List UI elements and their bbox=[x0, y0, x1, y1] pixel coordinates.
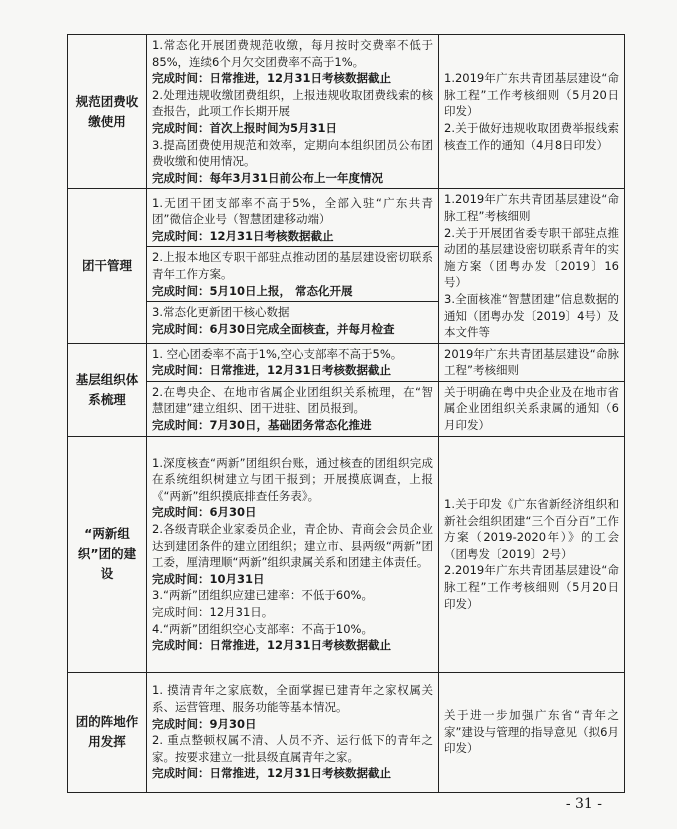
task-cell bbox=[147, 189, 439, 343]
table-row bbox=[68, 189, 625, 343]
completion-time: 完成时间：7月30日，基础团务常态化推进 bbox=[152, 418, 372, 433]
reference-item: 1.关于印发《广东省新经济组织和新社会组织团建“三个百分百”工作方案（2019-2020年）》的工会（团粤发〔2019〕2号） bbox=[444, 497, 619, 561]
reference-item: 2.关于做好违规收取团费举报线索核查工作的通知（4月8日印发） bbox=[444, 120, 619, 152]
reference-item: 1.2019年广东共青团基层建设“命脉工程”工作考核细则（5月20日印发） bbox=[444, 71, 619, 119]
table-row bbox=[68, 35, 625, 189]
completion-time: 完成时间：12月31日。 bbox=[152, 604, 274, 619]
table-row bbox=[68, 436, 625, 672]
category-cell: 基层组织体系梳理 bbox=[68, 343, 147, 436]
task-description: 1. 空心团委率不高于1%,空心支部率不高于5%。 bbox=[152, 346, 403, 361]
category-cell: 团的阵地作用发挥 bbox=[68, 672, 147, 792]
task-cell bbox=[147, 343, 439, 436]
task-description: 2. 重点整顿权属不清、人员不齐、运行低下的青年之家。按要求建立一批县级直属青年之家。 bbox=[152, 733, 433, 764]
task-description: 4.“两新”团组织空心支部率：不高于10%。 bbox=[152, 621, 373, 636]
completion-time: 完成时间：6月30日完成全面核查，并每月检查 bbox=[152, 321, 395, 336]
completion-time: 完成时间：10月31日 bbox=[152, 571, 265, 586]
completion-time: 完成时间：9月30日 bbox=[152, 716, 257, 731]
reference-item: 2.关于开展团省委专职干部驻点推动团的基层建设密切联系青年的实施方案（团粤办发〔2019〕16号） bbox=[444, 225, 619, 290]
task-description: 2.处理违规收缴团费组织，上报违规收取团费线索的核查报告，此项工作长期开展 bbox=[152, 87, 433, 119]
task-description: 1. 摸清青年之家底数，全面掌握已建青年之家权属关系、运营管理、服务功能等基本情况。 bbox=[152, 683, 433, 714]
reference-item: 3.全面核准“智慧团建”信息数据的通知（团粤办发〔2019〕4号）及本文件等 bbox=[444, 291, 619, 340]
reference-item: 2.2019年广东共青团基层建设“命脉工程”工作考核细则（5月20日印发） bbox=[444, 563, 619, 611]
reference-cell bbox=[439, 35, 625, 189]
task-description: 2.上报本地区专职干部驻点推动团的基层建设密切联系青年工作方案。 bbox=[152, 250, 433, 282]
reference-cell bbox=[439, 189, 625, 343]
completion-time: 完成时间：5月10日上报， 常态化开展 bbox=[152, 283, 353, 298]
completion-time: 完成时间：6月30日 bbox=[152, 505, 257, 520]
completion-time: 完成时间：日常推进，12月31日考核数据截止 bbox=[152, 363, 392, 378]
completion-time: 完成时间：每年3月31日前公布上一年度情况 bbox=[152, 170, 384, 185]
task-description: 3.“两新”团组织应建已建率：不低于60%。 bbox=[152, 588, 373, 603]
category-cell: 规范团费收缴使用 bbox=[68, 35, 147, 189]
page-number: - 31 - bbox=[565, 796, 602, 812]
reference-item: 1.2019年广东共青团基层建设“命脉工程”考核细则 bbox=[444, 192, 619, 223]
task-description: 3.常态化更新团干核心数据 bbox=[152, 305, 290, 320]
table-row bbox=[68, 343, 625, 436]
work-plan-table bbox=[67, 34, 625, 793]
table-row bbox=[68, 672, 625, 792]
task-description: 2.各级青联企业家委员企业，青企协、青商会会员企业达到建团条件的建立团组织；建立市、县两级“两新”团工委，厘清理顺“两新”组织隶属关系和团建主体责任。 bbox=[152, 521, 433, 570]
completion-time: 完成时间：12月31日考核数据截止 bbox=[152, 228, 334, 243]
task-description: 1.无团干团支部率不高于5%，全部入驻“广东共青团”微信企业号（智慧团建移动端） bbox=[152, 195, 433, 227]
reference-cell bbox=[439, 672, 625, 792]
task-cell bbox=[147, 436, 439, 672]
reference-cell bbox=[439, 343, 625, 436]
category-cell: 团干管理 bbox=[68, 189, 147, 343]
category-cell: “两新组织”团的建设 bbox=[68, 436, 147, 672]
task-description: 1.深度核查“两新”团组织台账，通过核查的团组织完成在系统组织树建立与团干报到；开展摸底调查，上报《“两新”组织摸底排查任务表》。 bbox=[152, 455, 433, 503]
task-description: 2.在粤央企、在地市省属企业团组织关系梳理，在“智慧团建”建立组织、团干进驻、团员报到。 bbox=[152, 384, 433, 416]
task-cell bbox=[147, 35, 439, 189]
reference-cell bbox=[439, 436, 625, 672]
task-description: 1.常态化开展团费规范收缴，每月按时交费率不低于85%，连续6个月欠交团费率不高于1%。 bbox=[152, 38, 433, 69]
completion-time: 完成时间：日常推进，12月31日考核数据截止 bbox=[152, 638, 392, 653]
completion-time: 完成时间：日常推进，12月31日考核数据截止 bbox=[152, 766, 392, 781]
task-cell bbox=[147, 672, 439, 792]
reference-item: 2019年广东共青团基层建设“命脉工程”考核细则 bbox=[444, 346, 619, 378]
task-description: 3.提高团费使用规范和效率，定期向本组织团员公布团费收缴和使用情况。 bbox=[152, 137, 433, 169]
completion-time: 完成时间：首次上报时间为5月31日 bbox=[152, 120, 338, 135]
completion-time: 完成时间：日常推进，12月31日考核数据截止 bbox=[152, 71, 392, 86]
reference-item: 关于进一步加强广东省“青年之家”建设与管理的指导意见（拟6月印发） bbox=[444, 708, 619, 756]
reference-item: 关于明确在粤中央企业及在地市省属企业团组织关系隶属的通知（6月印发） bbox=[444, 384, 619, 433]
